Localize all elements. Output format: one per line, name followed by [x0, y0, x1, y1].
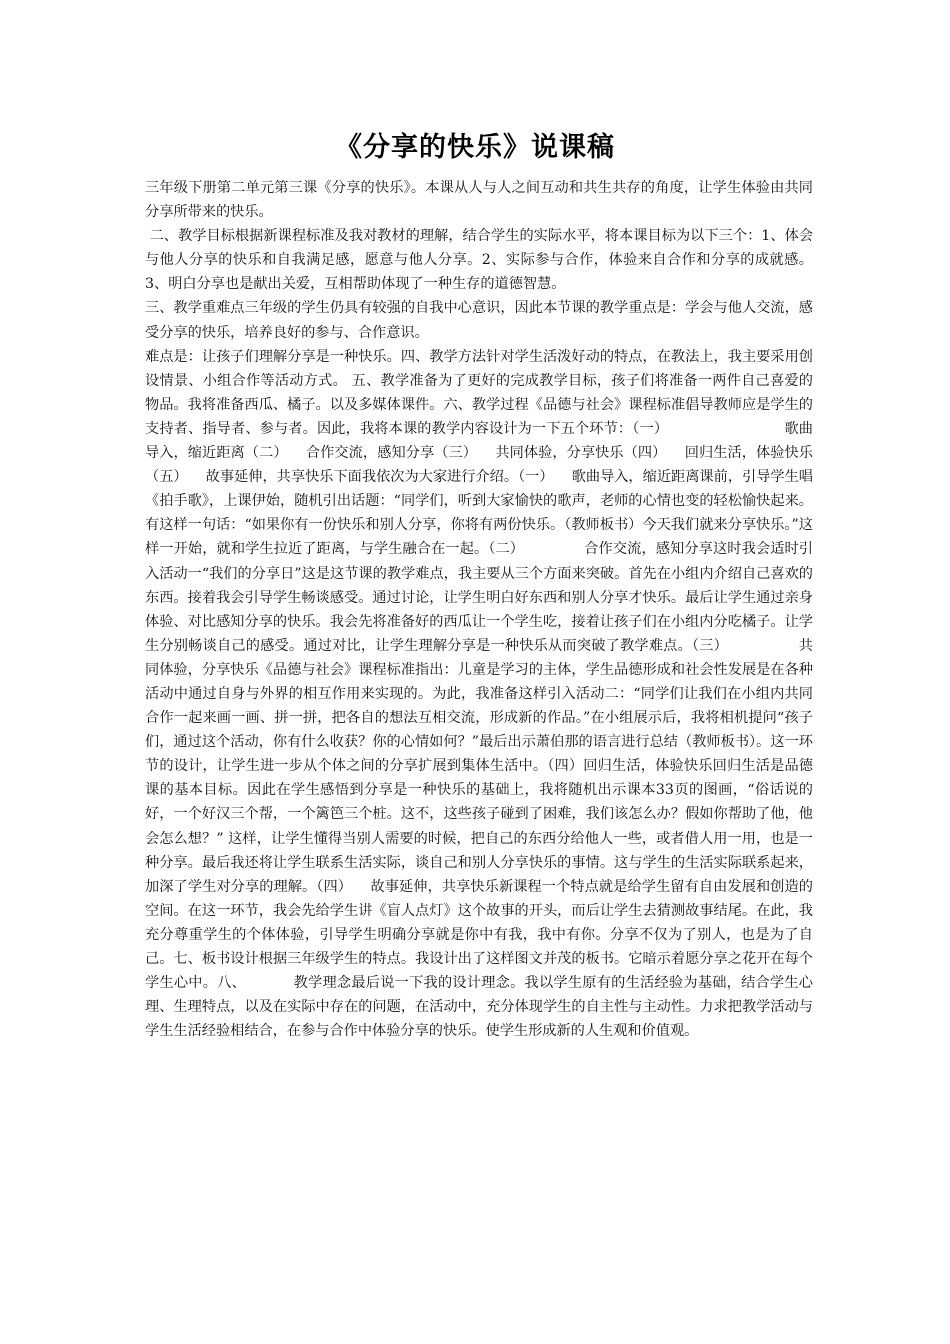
document-title: 《分享的快乐》说课稿: [335, 132, 615, 163]
paragraph-key-points: 三、教学重难点三年级的学生仍具有较强的自我中心意识，因此本节课的教学重点是：学会与他人交流，感受分享的快乐，培养良好的参与、合作意识。: [145, 300, 813, 341]
paragraph-intro: 三年级下册第二单元第三课《分享的快乐》。本课从人与人之间互动和共生共存的角度，让学生体验由共同分享所带来的快乐。: [145, 180, 813, 221]
paragraph-objectives: 二、教学目标根据新课程标准及我对教材的理解，结合学生的实际水平，将本课目标为以下三个：1、体会与他人分享的快乐和自我满足感，愿意与他人分享。2、实际参与合作，体验来自合作和分享的成就感。3、明白分享也是献出关爱，互相帮助体现了一种生存的道德智慧。: [145, 228, 814, 293]
document-body: [145, 176, 813, 1043]
paragraph-teaching-process: 难点是：让孩子们理解分享是一种快乐。四、教学方法针对学生活泼好动的特点，在教法上，我主要采用创设情景、小组合作等活动方式。 五、教学准备为了更好的完成教学目标，孩子们将准备一两件自己喜爱的物品。我将准备西瓜、橘子。以及多媒体课件。六、教学过程《品德与社会》课程标准倡导教师应是学生的支持者、指导者、参与者。因此，我将本课的教学内容设计为一下五个环节：（一） 歌曲导入，缩近距离（二） 合作交流，感知分享（三） 共同体验，分享快乐（四） 回归生活，体验快乐（五） 故事延伸，共享快乐下面我依次为大家进行介绍。（一） 歌曲导入，缩近距离课前，引导学生唱《拍手歌》，上课伊始，随机引出话题：“同学们，听到大家愉快的歌声，老师的心情也变的轻松愉快起来。有这样一句话：“如果你有一份快乐和别人分享，你将有两份快乐。（教师板书）今天我们就来分享快乐。”这样一开始，就和学生拉近了距离，与学生融合在一起。（二） 合作交流，感知分享这时我会适时引入活动一“我们的分享日”这是这节课的教学难点，我主要从三个方面来突破。首先在小组内介绍自己喜欢的东西。接着我会引导学生畅谈感受。通过讨论，让学生明白好东西和别人分享才快乐。最后让学生通过亲身体验、对比感知分享的快乐。我会先将准备好的西瓜让一个学生吃，接着让孩子们在小组内分吃橘子。让学生分别畅谈自己的感受。通过对比，让学生理解分享是一种快乐从而突破了教学难点。（三） 共同体验，分享快乐《品德与社会》课程标准指出：儿童是学习的主体，学生品德形成和社会性发展是在各种活动中通过自身与外界的相互作用来实现的。为此，我准备这样引入活动二：“同学们让我们在小组内共同合作一起来画一画、拼一拼，把各自的想法互相交流，形成新的作品。”在小组展示后，我将相机提问“孩子们，通过这个活动，你有什么收获？你的心情如何？”最后出示萧伯那的语言进行总结（教师板书）。这一环节的设计，让学生进一步从个体之间的分享扩展到集体生活中。（四）回归生活，体验快乐回归生活是品德课的基本目标。因此在学生感悟到分享是一种快乐的基础上，我将随机出示课本33页的图画，“俗话说的好，一个好汉三个帮，一个篱笆三个桩。这不，这些孩子碰到了困难，我们该怎么办？假如你帮助了他，他会怎么想？” 这样，让学生懂得当别人需要的时候，把自己的东西分给他人一些，或者借人用一用，也是一种分享。最后我还将让学生联系生活实际，谈自己和别人分享快乐的事情。这与学生的生活实际联系起来，加深了学生对分享的理解。（四） 故事延伸，共享快乐新课程一个特点就是给学生留有自由发展和创造的空间。在这一环节，我会先给学生讲《盲人点灯》这个故事的开头，而后让学生去猜测故事结尾。在此，我充分尊重学生的个体体验，引导学生明确分享就是你中有我，我中有你。分享不仅为了别人，也是为了自己。七、板书设计根据三年级学生的特点。我设计出了这样图文并茂的板书。它暗示着愿分享之花开在每个学生心中。八、 教学理念最后说一下我的设计理念。我以学生原有的生活经验为基础，结合学生心理、生理特点，以及在实际中存在的问题，在活动中，充分体现学生的自主性与主动性。力求把教学活动与学生生活经验相结合，在参与合作中体验分享的快乐。使学生形成新的人生观和价值观。: [145, 348, 813, 1040]
